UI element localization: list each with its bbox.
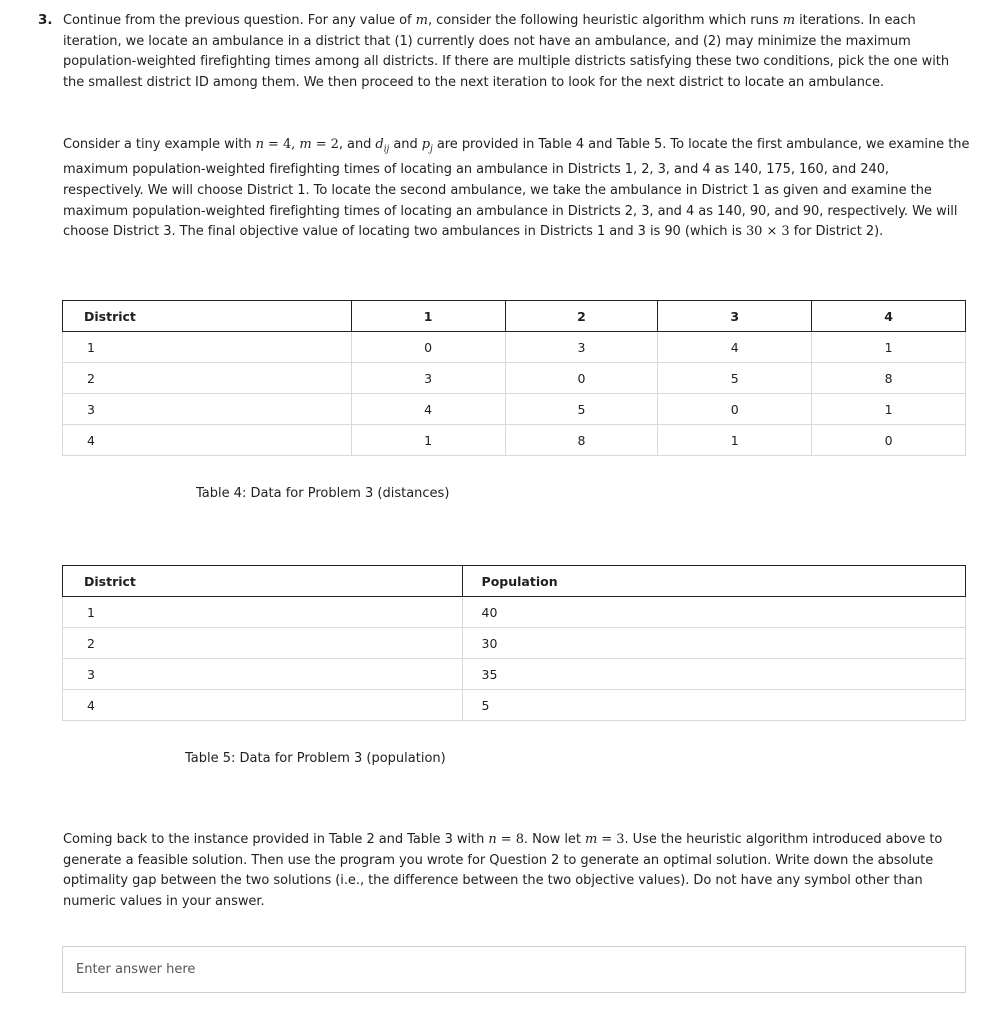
table4-caption: Table 4: Data for Problem 3 (distances): [196, 486, 450, 501]
table-header-cell: District: [63, 566, 463, 597]
answer-input[interactable]: [63, 947, 936, 992]
table-cell: 3: [505, 332, 658, 363]
population-table: [62, 565, 966, 721]
table-row: [63, 690, 966, 721]
table-cell: 3: [351, 363, 505, 394]
table-header-cell: Population: [462, 566, 965, 597]
table-cell: 5: [658, 363, 812, 394]
table-header-cell: 2: [505, 301, 658, 332]
table-cell: 1: [63, 332, 352, 363]
table-cell: 8: [505, 425, 658, 456]
table-row: [63, 332, 966, 363]
table-cell: 0: [351, 332, 505, 363]
table-cell: 1: [63, 597, 463, 628]
final-question-paragraph: Coming back to the instance provided in Table 2 and Table 3 with n = 8. Now let m = 3. Use the heuristic algorithm introduced above to generate a feasible solution. Then use the program you wrote for Question 2 to generate an optimal solution. Write down the absolute optimality gap between the two solutions (i.e., the difference between the two objective values). Do not have any symbol other than numeric values in your answer.: [63, 832, 943, 910]
table-row: [63, 597, 966, 628]
table-cell: 4: [63, 425, 352, 456]
table-cell: 1: [812, 332, 966, 363]
table-header-cell: District: [63, 301, 352, 332]
table-header-cell: 3: [658, 301, 812, 332]
table-cell: 1: [812, 394, 966, 425]
table5-caption: Table 5: Data for Problem 3 (population): [185, 751, 446, 766]
table-cell: 5: [505, 394, 658, 425]
table-cell: 30: [462, 628, 965, 659]
table-header-row: [63, 301, 966, 332]
table-cell: 0: [812, 425, 966, 456]
example-paragraph: Consider a tiny example with n = 4, m = 2, and $d_{ij}$ and $p_j$ are provided in Table 4 and Table 5. To locate the first ambulance, we examine the maximum population-weighted firefighting times of locating an ambulance in Districts 1, 2, 3, and 4 as 140, 175, 160, and 240, respectively. We will choose District 1. To locate the second ambulance, we take the ambulance in District 1 as given and examine the maximum population-weighted firefighting times of locating an ambulance in Districts 2, 3, and 4 as 140, 90, and 90, respectively. We will choose District 3. The final objective value of locating two ambulances in Districts 1 and 3 is 90 (which is 30 × 3 for District 2).: [63, 137, 970, 240]
table-cell: 4: [351, 394, 505, 425]
table-row: [63, 425, 966, 456]
table-header-cell: 1: [351, 301, 505, 332]
table-cell: 8: [812, 363, 966, 394]
table-cell: 0: [658, 394, 812, 425]
table-cell: 3: [63, 394, 352, 425]
table-cell: 2: [63, 363, 352, 394]
table-cell: 40: [462, 597, 965, 628]
table-row: [63, 659, 966, 690]
table-cell: 1: [351, 425, 505, 456]
answer-box[interactable]: [62, 946, 966, 993]
table-header-row: [63, 566, 966, 597]
question-intro-paragraph: Continue from the previous question. For any value of m, consider the following heuristic algorithm which runs m iterations. In each iteration, we locate an ambulance in a district that (1) currently does not have an ambulance, and (2) may minimize the maximum population-weighted firefighting times among all districts. If there are multiple districts satisfying these two conditions, pick the one with the smallest district ID among them. We then proceed to the next iteration to look for the next district to locate an ambulance.: [63, 13, 950, 91]
table-row: [63, 628, 966, 659]
table-row: [63, 363, 966, 394]
table-row: [63, 394, 966, 425]
table-cell: 2: [63, 628, 463, 659]
table-header-cell: 4: [812, 301, 966, 332]
table-cell: 4: [658, 332, 812, 363]
question-number: 3.: [38, 12, 53, 28]
table-cell: 3: [63, 659, 463, 690]
table-cell: 4: [63, 690, 463, 721]
table-cell: 0: [505, 363, 658, 394]
distance-table: [62, 300, 966, 456]
table-cell: 1: [658, 425, 812, 456]
table-cell: 5: [462, 690, 965, 721]
table-cell: 35: [462, 659, 965, 690]
